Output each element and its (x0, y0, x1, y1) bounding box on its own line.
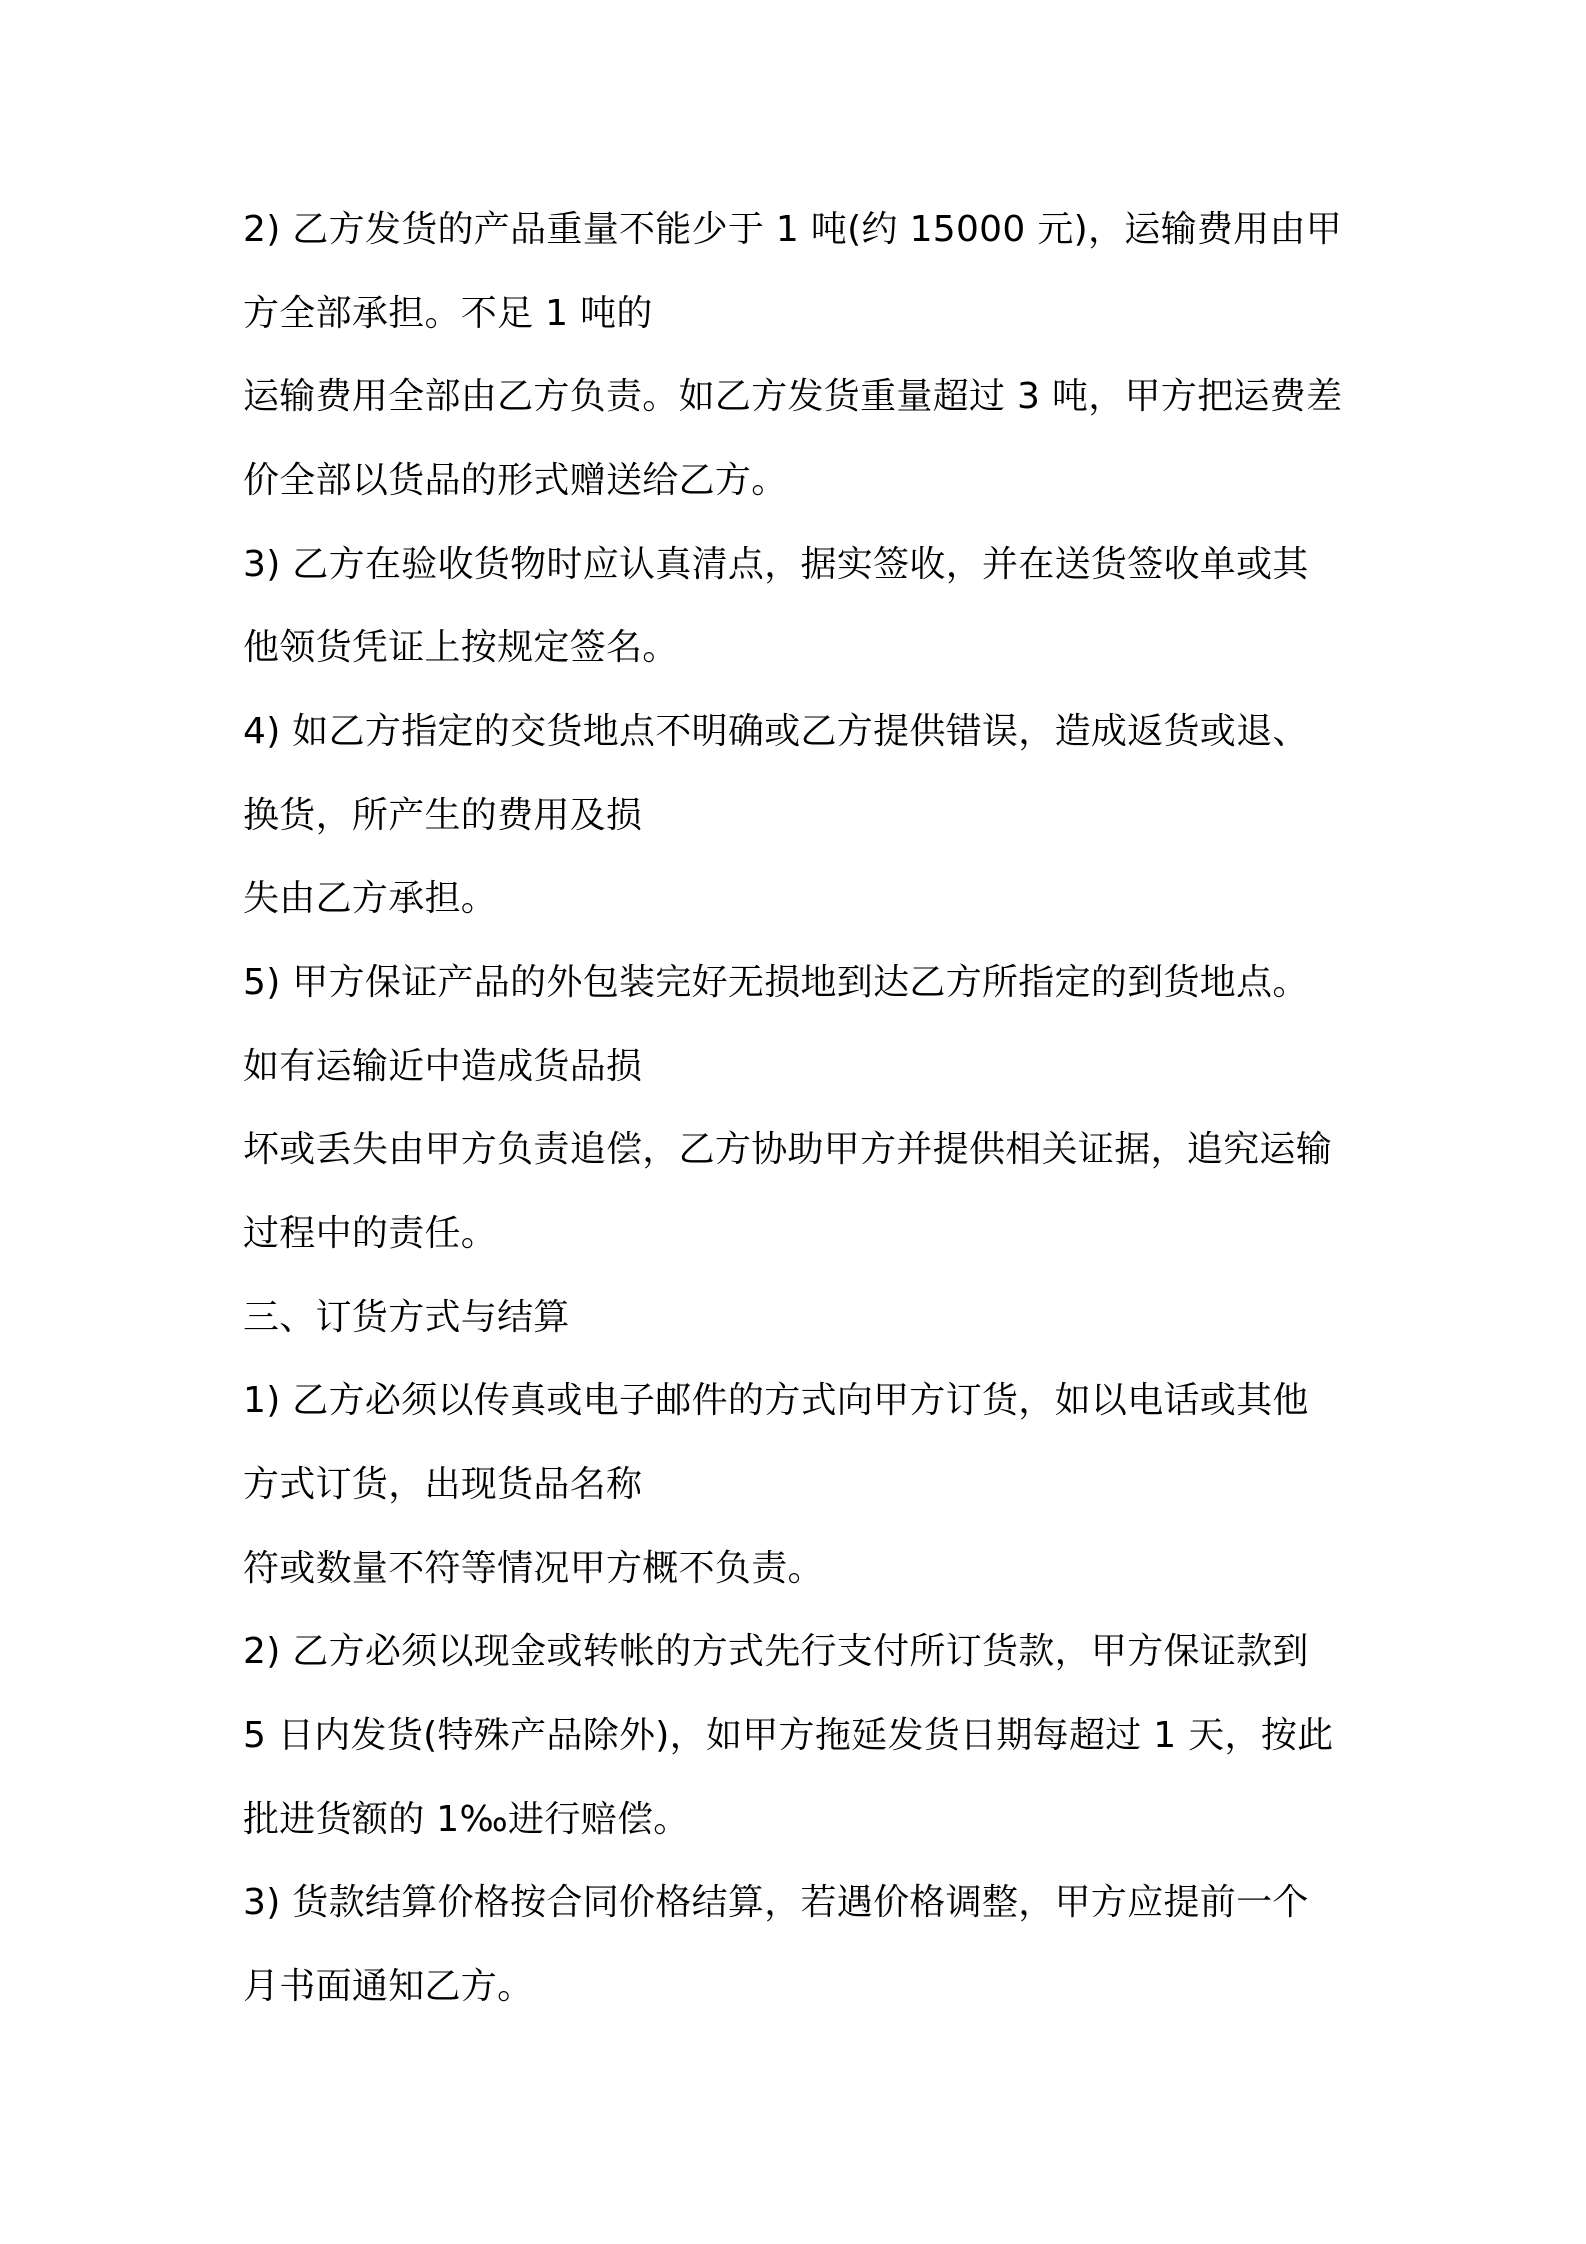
text-line: 批进货额的 1‰进行赔偿。 (243, 1799, 690, 1840)
text-line: 失由乙方承担。 (243, 878, 498, 919)
text-line: 4) 如乙方指定的交货地点不明确或乙方提供错误，造成返货或退、 (243, 711, 1309, 752)
text-line: 2) 乙方发货的产品重量不能少于 1 吨(约 15000 元)，运输费用由甲 (243, 209, 1343, 250)
text-line: 方式订货，出现货品名称 (243, 1464, 643, 1505)
text-line: 运输费用全部由乙方负责。如乙方发货重量超过 3 吨，甲方把运费差 (243, 376, 1343, 417)
text-line: 5 日内发货(特殊产品除外)，如甲方拖延发货日期每超过 1 天，按此 (243, 1715, 1334, 1756)
text-line: 价全部以货品的形式赠送给乙方。 (243, 460, 788, 501)
text-line: 坏或丢失由甲方负责追偿，乙方协助甲方并提供相关证据，追究运输 (243, 1129, 1333, 1170)
text-line: 2) 乙方必须以现金或转帐的方式先行支付所订货款，甲方保证款到 (243, 1631, 1309, 1672)
text-line: 过程中的责任。 (243, 1213, 498, 1254)
text-line: 3) 乙方在验收货物时应认真清点，据实签收，并在送货签收单或其 (243, 544, 1309, 585)
text-line: 3) 货款结算价格按合同价格结算，若遇价格调整，甲方应提前一个 (243, 1882, 1309, 1923)
text-line: 5) 甲方保证产品的外包装完好无损地到达乙方所指定的到货地点。 (243, 962, 1309, 1003)
text-line: 换货，所产生的费用及损 (243, 795, 643, 836)
text-line: 月书面通知乙方。 (243, 1966, 534, 2007)
text-line: 他领货凭证上按规定签名。 (243, 627, 679, 668)
text-line: 如有运输近中造成货品损 (243, 1046, 643, 1087)
text-line: 1) 乙方必须以传真或电子邮件的方式向甲方订货，如以电话或其他 (243, 1380, 1309, 1421)
section-heading: 三、订货方式与结算 (243, 1297, 570, 1338)
text-line: 符或数量不符等情况甲方概不负责。 (243, 1548, 824, 1589)
text-line: 方全部承担。不足 1 吨的 (243, 293, 653, 334)
